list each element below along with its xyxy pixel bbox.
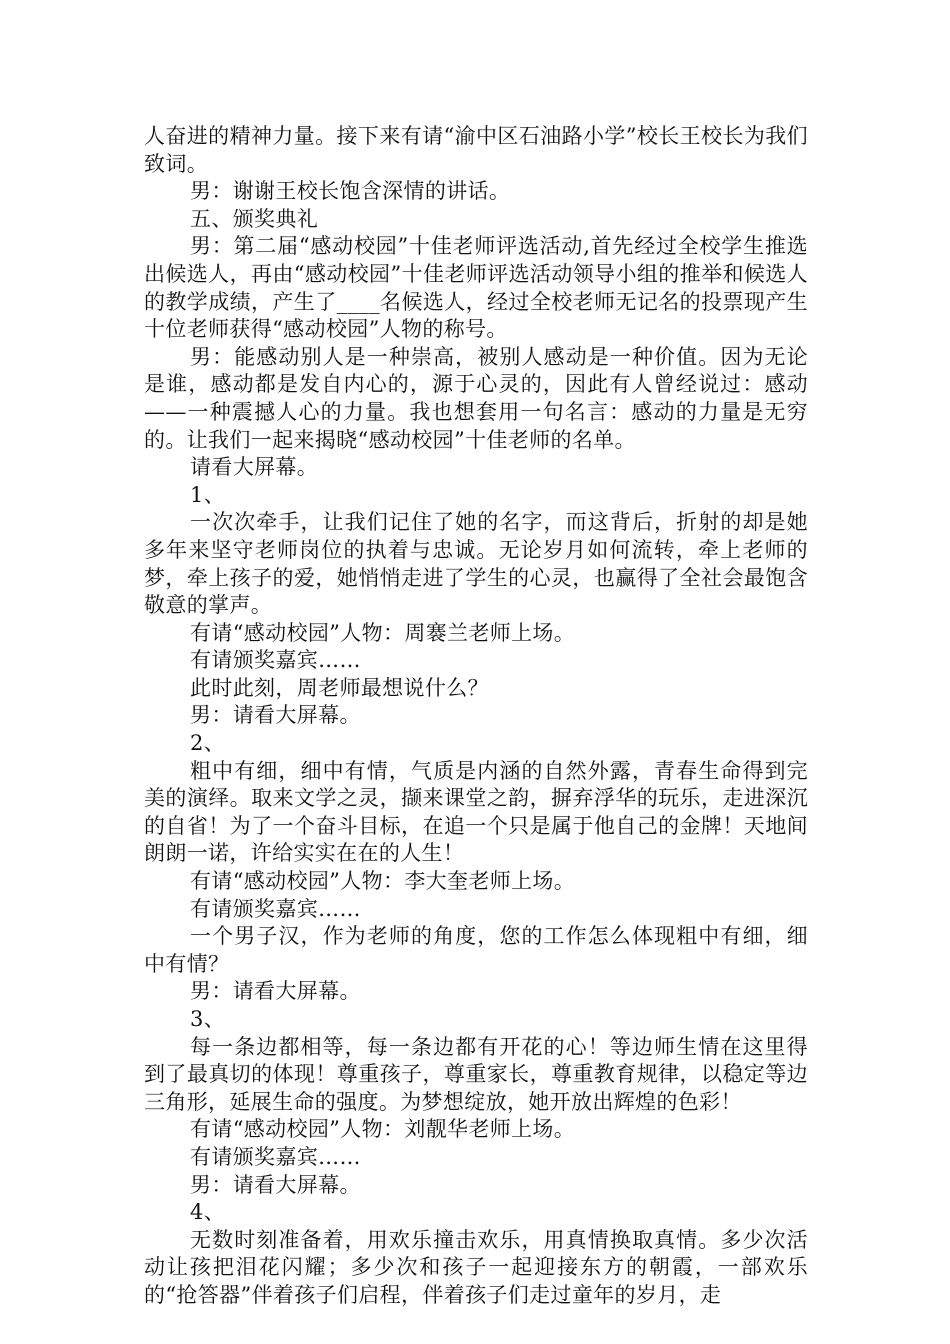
document-body [144, 123, 808, 1310]
paragraph: 粗中有细，细中有情，气质是内涵的自然外露，青春生命得到完美的演绎。取来文学之灵，撷来课堂之韵，摒弃浮华的玩乐，走进深沉的自省！为了一个奋斗目标，在追一个只是属于他自己的金牌！天地间朗朗一诺，许给实实在在的人生！ [144, 758, 808, 866]
paragraph: 无数时刻准备着，用欢乐撞击欢乐，用真情换取真情。多少次活动让孩把泪花闪耀；多少次和孩子一起迎接东方的朝霞，一部欢乐的“抢答器”伴着孩子们启程，伴着孩子们走过童年的岁月，走 [144, 1227, 808, 1307]
paragraph: 一个男子汉，作为老师的角度，您的工作怎么体现粗中有细，细中有情？ [144, 924, 808, 976]
paragraph: 男：第二届“感动校园”十佳老师评选活动,首先经过全校学生推选出候选人，再由“感动校园”十佳老师评选活动领导小组的推举和候选人的教学成绩，产生了____名候选人，经过全校老师无记名的投票现产生十位老师获得“感动校园”人物的称号。 [144, 234, 808, 342]
paragraph: 男：能感动别人是一种崇高，被别人感动是一种价值。因为无论是谁，感动都是发自内心的，源于心灵的，因此有人曾经说过：感动——一种震撼人心的力量。我也想套用一句名言：感动的力量是无穷的。让我们一起来揭晓“感动校园”十佳老师的名单。 [144, 344, 808, 452]
paragraph: 男：请看大屏幕。 [190, 703, 361, 728]
paragraph: 有请“感动校园”人物：李大奎老师上场。 [190, 869, 576, 894]
paragraph: 有请颁奖嘉宾…… [190, 1144, 361, 1169]
paragraph: 有请“感动校园”人物：刘靓华老师上场。 [190, 1117, 576, 1142]
item-number: 1、 [190, 482, 226, 507]
item-number: 3、 [190, 1007, 226, 1031]
paragraph: 男：请看大屏幕。 [190, 1172, 361, 1197]
item-number: 2、 [190, 731, 226, 756]
paragraph: 有请颁奖嘉宾…… [190, 648, 361, 673]
paragraph: 有请颁奖嘉宾…… [190, 896, 361, 921]
paragraph: 每一条边都相等，每一条边都有开花的心！等边师生情在这里得到了最真切的体现！尊重孩子，尊重家长，尊重教育规律，以稳定等边三角形，延展生命的强度。为梦想绽放，她开放出辉煌的色彩！ [144, 1034, 808, 1114]
paragraph: 男：谢谢王校长饱含深情的讲话。 [190, 179, 511, 204]
section-heading: 五、颁奖典礼 [190, 206, 319, 231]
paragraph: 一次次牵手，让我们记住了她的名字，而这背后，折射的却是她多年来坚守老师岗位的执着与忠诚。无论岁月如何流转，牵上老师的梦，牵上孩子的爱，她悄悄走进了学生的心灵，也赢得了全社会最饱含敬意的掌声。 [144, 510, 808, 618]
item-number: 4、 [190, 1200, 226, 1225]
paragraph: 此时此刻，周老师最想说什么？ [190, 675, 489, 700]
paragraph: 有请“感动校园”人物：周褰兰老师上场。 [190, 620, 576, 645]
paragraph-continuation: 人奋进的精神力量。接下来有请“渝中区石油路小学”校长王校长为我们致词。 [144, 124, 808, 176]
paragraph: 请看大屏幕。 [190, 455, 319, 480]
paragraph: 男：请看大屏幕。 [190, 979, 361, 1004]
